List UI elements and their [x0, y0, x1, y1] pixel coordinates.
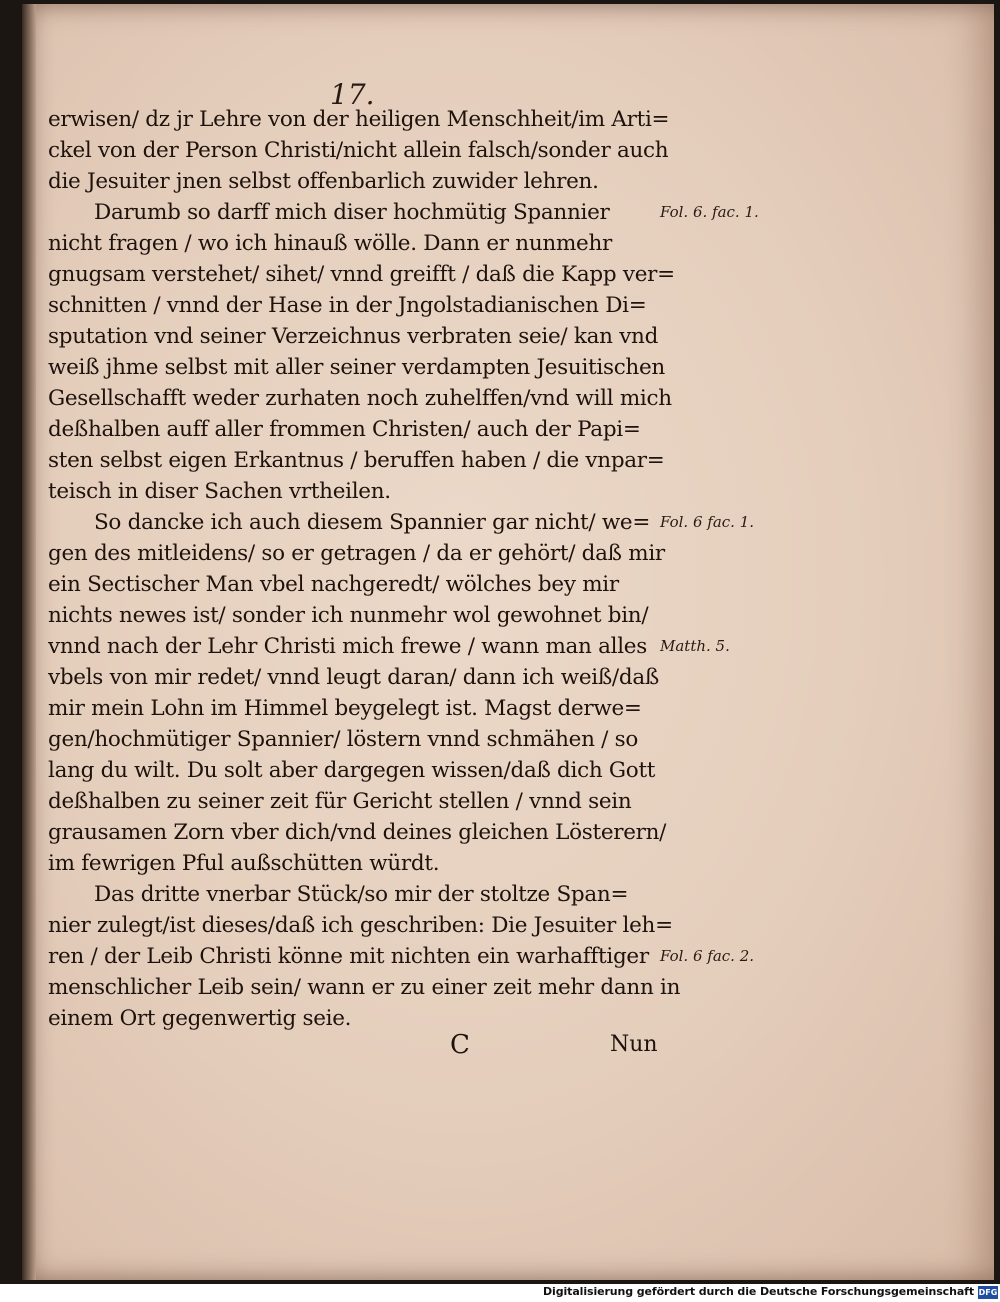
- catchword: Nun: [610, 1032, 658, 1057]
- marginal-note: Fol. 6 fac. 2.: [660, 947, 755, 965]
- body-text: [48, 104, 688, 1034]
- text-line: Darumb so darff mich diser hochmütig Spannier: [94, 200, 610, 225]
- text-line: gen/hochmütiger Spannier/ löstern vnnd schmähen / so: [48, 727, 639, 752]
- signature-mark: C: [450, 1030, 470, 1060]
- text-line: nicht fragen / wo ich hinauß wölle. Dann er nunmehr: [48, 231, 612, 256]
- text-line: mir mein Lohn im Himmel beygelegt ist. Magst derwe=: [48, 696, 642, 721]
- text-line: nichts newes ist/ sonder ich nunmehr wol gewohnet bin/: [48, 603, 649, 628]
- text-line: gen des mitleidens/ so er getragen / da er gehört/ daß mir: [48, 541, 665, 566]
- dfg-logo: DFG: [978, 1288, 998, 1297]
- text-line: grausamen Zorn vber dich/vnd deines gleichen Lösterern/: [48, 820, 667, 845]
- text-line: So dancke ich auch diesem Spannier gar nicht/ we=: [94, 510, 651, 535]
- text-line: menschlicher Leib sein/ wann er zu einer zeit mehr dann in: [48, 975, 681, 1000]
- funding-credit: Digitalisierung gefördert durch die Deutsche Forschungsgemeinschaft: [543, 1285, 974, 1298]
- text-line: erwisen/ dz jr Lehre von der heiligen Menschheit/im Arti=: [48, 107, 670, 132]
- text-line: teisch in diser Sachen vrtheilen.: [48, 479, 391, 504]
- text-line: ein Sectischer Man vbel nachgeredt/ wölches bey mir: [48, 572, 619, 597]
- text-line: nier zulegt/ist dieses/daß ich geschriben: Die Jesuiter leh=: [48, 913, 673, 938]
- text-line: Das dritte vnerbar Stück/so mir der stoltze Span=: [94, 882, 629, 907]
- text-line: gnugsam verstehet/ sihet/ vnnd greifft / daß die Kapp ver=: [48, 262, 675, 287]
- text-line: Gesellschafft weder zurhaten noch zuhelffen/vnd will mich: [48, 386, 672, 411]
- text-line: deßhalben zu seiner zeit für Gericht stellen / vnnd sein: [48, 789, 632, 814]
- text-line: lang du wilt. Du solt aber dargegen wissen/daß dich Gott: [48, 758, 656, 783]
- credit-bar: [0, 1284, 1000, 1302]
- text-line: vbels von mir redet/ vnnd leugt daran/ dann ich weiß/daß: [48, 665, 659, 690]
- marginal-note: Fol. 6 fac. 1.: [660, 513, 755, 531]
- page-footer: [48, 1030, 688, 1066]
- text-line: im fewrigen Pful außschütten würdt.: [48, 851, 440, 876]
- page-number: 17.: [330, 78, 375, 111]
- text-line: ckel von der Person Christi/nicht allein falsch/sonder auch: [48, 138, 669, 163]
- text-line: die Jesuiter jnen selbst offenbarlich zuwider lehren.: [48, 169, 599, 194]
- page-gutter: [22, 4, 36, 1280]
- text-line: einem Ort gegenwertig seie.: [48, 1006, 352, 1031]
- text-line: weiß jhme selbst mit aller seiner verdampten Jesuitischen: [48, 355, 665, 380]
- text-line: sputation vnd seiner Verzeichnus verbraten seie/ kan vnd: [48, 324, 659, 349]
- text-line: sten selbst eigen Erkantnus / beruffen haben / die vnpar=: [48, 448, 665, 473]
- marginal-note: Fol. 6. fac. 1.: [660, 203, 759, 221]
- text-line: ren / der Leib Christi könne mit nichten ein warhafftiger: [48, 944, 649, 969]
- marginal-note: Matth. 5.: [660, 637, 730, 655]
- text-line: vnnd nach der Lehr Christi mich frewe / wann man alles: [48, 634, 647, 659]
- text-line: deßhalben auff aller frommen Christen/ auch der Papi=: [48, 417, 641, 442]
- text-line: schnitten / vnnd der Hase in der Jngolstadianischen Di=: [48, 293, 647, 318]
